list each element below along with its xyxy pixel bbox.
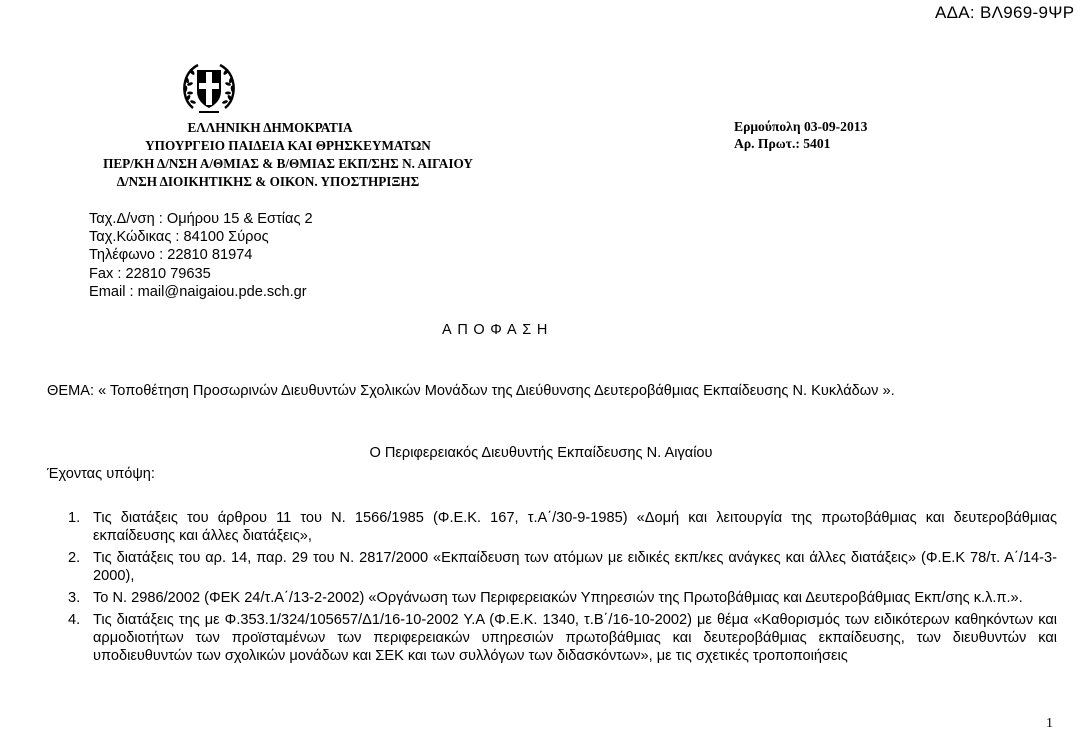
header-line-ministry: ΥΠΟΥΡΓΕΙΟ ΠΑΙΔΕΙΑ ΚΑΙ ΘΡΗΣΚΕΥΜΑΤΩΝ [145,138,431,153]
list-item [68,509,1057,545]
considering-heading: Έχοντας υπόψη: [47,466,155,482]
list-item-number: 1. [68,510,81,526]
decision-title: ΑΠΟΦΑΣΗ [442,322,553,338]
list-item [68,611,1057,665]
subject-line: ΘΕΜΑ: « Τοποθέτηση Προσωρινών Διευθυντών Σχολικών Μονάδων της Διεύθυνσης Δευτεροβάθμιας Εκπαίδευσης Ν. Κυκλάδων ». [47,383,895,399]
page-number: 1 [1046,716,1053,731]
ada-code: ΑΔΑ: ΒΛ969-9ΨΡ [935,3,1075,22]
place-date: Ερμούπολη 03-09-2013 [734,119,868,134]
greek-coat-of-arms-icon [179,58,239,118]
list-item [68,589,1057,607]
authority-header [58,119,518,191]
list-item-number: 2. [68,550,81,566]
list-item-number: 3. [68,590,81,606]
header-line-regional-directorate: ΠΕΡ/ΚΗ Δ/ΝΣΗ Α/ΘΜΙΑΣ & Β/ΘΜΙΑΣ ΕΚΠ/ΣΗΣ Ν. ΑΙΓΑΙΟΥ [103,156,473,171]
director-title: Ο Περιφερειακός Διευθυντής Εκπαίδευσης Ν. Αιγαίου [369,445,713,461]
contact-postal-code: Ταχ.Κώδικας : 84100 Σύρος [89,229,269,246]
contact-details [89,210,313,301]
contact-email: Email : mail@naigaiou.pde.sch.gr [89,283,307,300]
list-item-text: Το Ν. 2986/2002 (ΦΕΚ 24/τ.Α΄/13-2-2002) «Οργάνωση των Περιφερειακών Υπηρεσιών της Πρωτοβάθμιας και Δευτεροβάθμιας Εκπ/σης κ.λ.π.». [93,590,1023,606]
header-line-administration: Δ/ΝΣΗ ΔΙΟΙΚΗΤΙΚΗΣ & ΟΙΚΟΝ. ΥΠΟΣΤΗΡΙΞΗΣ [116,174,420,189]
list-item [68,549,1057,585]
header-line-republic: ΕΛΛΗΝΙΚΗ ΔΗΜΟΚΡΑΤΙΑ [187,120,353,135]
list-item-text: Τις διατάξεις του αρ. 14, παρ. 29 του Ν. 2817/2000 «Εκπαίδευση των ατόμων με ειδικές εκπ/κες ανάγκες και άλλες διατάξεις» (Φ.Ε.Κ 78/τ. Α΄/14-3-2000), [93,550,1057,584]
list-item-number: 4. [68,612,81,628]
list-item-text: Τις διατάξεις της με Φ.353.1/324/105657/Δ1/16-10-2002 Υ.Α (Φ.Ε.Κ. 1340, τ.Β΄/16-10-2002) με θέμα «Καθορισμός των ειδικότερων καθηκόντων και αρμοδιοτήτων των προϊσταμένων των περιφερειακών υπηρεσιών πρωτοβάθμιας και δευτεροβάθμιας εκπαίδευσης, των διευθυντών και υποδιευθυντών των σχολικών μονάδων και ΣΕΚ και των συλλόγων των διδασκόντων», με τις σχετικές τροποποιήσεις [93,612,1057,664]
considerations-list [68,509,1057,669]
list-item-text: Τις διατάξεις του άρθρου 11 του Ν. 1566/1985 (Φ.Ε.Κ. 167, τ.Α΄/30-9-1985) «Δομή και λειτουργία της πρωτοβάθμιας και δευτεροβάθμιας εκπαίδευσης και άλλες διατάξεις», [93,510,1057,544]
protocol-number: Αρ. Πρωτ.: 5401 [734,136,831,151]
contact-phone: Τηλέφωνο : 22810 81974 [89,247,253,264]
contact-fax: Fax : 22810 79635 [89,265,211,282]
contact-address: Ταχ.Δ/νση : Ομήρου 15 & Εστίας 2 [89,211,313,227]
document-info [734,118,867,152]
